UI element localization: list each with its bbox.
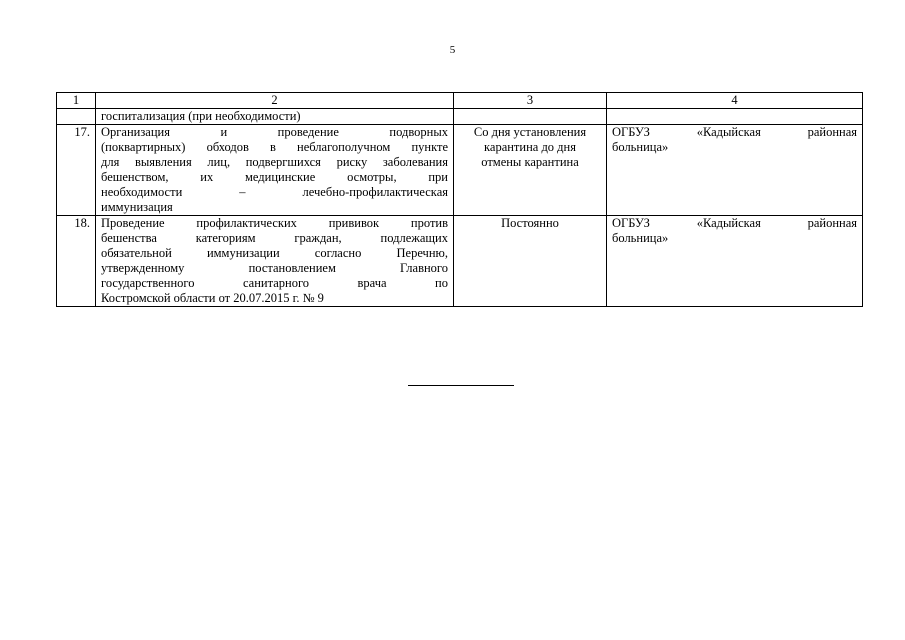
org-word: районная xyxy=(807,125,857,139)
term-line: отмены карантина xyxy=(481,155,579,169)
continuation-org-cell xyxy=(607,109,863,125)
continuation-desc-cell: госпитализация (при необходимости) xyxy=(96,109,454,125)
description-line: Проведение профилактических прививок против xyxy=(101,216,448,230)
measure-description xyxy=(96,125,454,216)
header-cell-2: 2 xyxy=(96,93,454,109)
org-word: «Кадыйская xyxy=(696,216,761,230)
measures-table xyxy=(56,92,863,307)
table-row xyxy=(57,216,863,307)
description-line: Костромской области от 20.07.2015 г. № 9 xyxy=(101,291,324,305)
description-line: обязательной иммунизации согласно Перечню, xyxy=(101,246,448,260)
organization-line xyxy=(612,125,857,140)
header-cell-4: 4 xyxy=(607,93,863,109)
continuation-row xyxy=(57,109,863,125)
measure-description xyxy=(96,216,454,307)
description-line: Организация и проведение подворных xyxy=(101,125,448,139)
description-line: (поквартирных) обходов в неблагополучном пункте xyxy=(101,140,448,154)
organization-line: больница» xyxy=(612,231,669,245)
org-word: районная xyxy=(807,216,857,230)
header-cell-1: 1 xyxy=(57,93,96,109)
organization-line: больница» xyxy=(612,140,669,154)
organization-line xyxy=(612,216,857,231)
description-line: иммунизация xyxy=(101,200,173,214)
term-line: карантина до дня xyxy=(484,140,576,154)
row-number: 18. xyxy=(57,216,96,307)
page-number: 5 xyxy=(449,44,456,56)
row-number: 17. xyxy=(57,125,96,216)
description-line: государственного санитарного врача по xyxy=(101,276,448,290)
end-separator-line xyxy=(408,385,514,386)
responsible-organization xyxy=(607,216,863,307)
org-word: «Кадыйская xyxy=(696,125,761,139)
continuation-term-cell xyxy=(454,109,607,125)
table-header-row xyxy=(57,93,863,109)
org-word: ОГБУЗ xyxy=(612,216,650,230)
term-line: Постоянно xyxy=(501,216,559,230)
measure-term xyxy=(454,125,607,216)
header-cell-3: 3 xyxy=(454,93,607,109)
description-line: бешенством, их медицинские осмотры, при xyxy=(101,170,448,184)
description-line: необходимости – лечебно-профилактическая xyxy=(101,185,448,199)
description-line: для выявления лиц, подвергшихся риску заболевания xyxy=(101,155,448,169)
org-word: ОГБУЗ xyxy=(612,125,650,139)
responsible-organization xyxy=(607,125,863,216)
description-line: бешенства категориям граждан, подлежащих xyxy=(101,231,448,245)
description-line: утвержденному постановлением Главного xyxy=(101,261,448,275)
table-row xyxy=(57,125,863,216)
measure-term xyxy=(454,216,607,307)
term-line: Со дня установления xyxy=(473,125,587,139)
continuation-num-cell xyxy=(57,109,96,125)
